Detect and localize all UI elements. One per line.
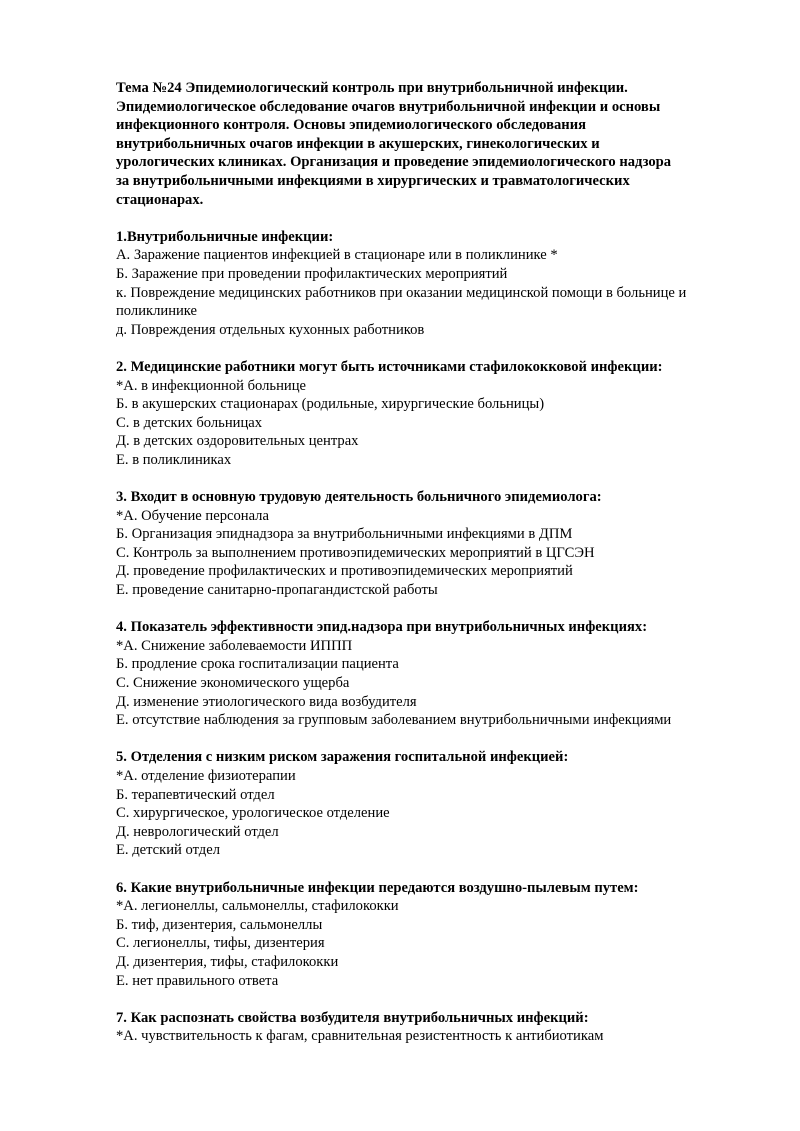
question-text: 2. Медицинские работники могут быть источниками стафилококковой инфекции: (116, 358, 663, 375)
title-line: Эпидемиологическое обследование очагов внутрибольничной инфекции и основы (116, 98, 661, 115)
document-title (116, 79, 756, 209)
title-line: урологических клиниках. Организация и проведение эпидемиологического надзора (116, 154, 672, 171)
answer-option: С. легионеллы, тифы, дизентерия (116, 935, 325, 952)
question-text: 6. Какие внутрибольничные инфекции передаются воздушно-пылевым путем: (116, 879, 639, 896)
document-page (116, 79, 756, 1064)
question-6 (116, 879, 756, 991)
answer-option: Д. в детских оздоровительных центрах (116, 433, 359, 450)
title-line: за внутрибольничными инфекциями в хирургических и травматологических (116, 172, 630, 189)
answer-option: *А. в инфекционной больнице (116, 377, 306, 394)
answer-option: *А. Снижение заболеваемости ИППП (116, 637, 353, 654)
question-text: 5. Отделения с низким риском заражения госпитальной инфекцией: (116, 749, 569, 766)
answer-option: С. Снижение экономического ущерба (116, 675, 350, 691)
question-4 (116, 618, 756, 730)
title-line: инфекционного контроля. Основы эпидемиологического обследования (116, 117, 586, 134)
answer-option: Е. отсутствие наблюдения за групповым заболеванием внутрибольничными инфекциями (116, 712, 672, 729)
answer-option: Б. продление срока госпитализации пациента (116, 656, 399, 673)
answer-option: С. Контроль за выполнением противоэпидемических мероприятий в ЦГСЭН (116, 544, 595, 561)
question-text: 1.Внутрибольничные инфекции: (116, 228, 334, 245)
answer-option: Е. проведение санитарно-пропагандистской работы (116, 582, 438, 599)
answer-option: А. Заражение пациентов инфекцией в стационаре или в поликлинике * (116, 247, 558, 264)
answer-option: *А. Обучение персонала (116, 507, 269, 524)
question-1 (116, 228, 756, 340)
answer-option: Д. неврологический отдел (116, 823, 279, 840)
answer-option: Д. изменение этиологического вида возбудителя (116, 693, 417, 710)
question-text: 7. Как распознать свойства возбудителя внутрибольничных инфекций: (116, 1009, 589, 1026)
answer-option: д. Повреждения отдельных кухонных работников (116, 321, 425, 338)
question-text: 4. Показатель эффективности эпид.надзора при внутрибольничных инфекциях: (116, 619, 648, 636)
answer-option: Б. в акушерских стационарах (родильные, хирургические больницы) (116, 396, 545, 413)
answer-option: Е. детский отдел (116, 842, 220, 859)
answer-option: С. в детских больницах (116, 414, 263, 431)
answer-option: Е. нет правильного ответа (116, 972, 279, 989)
title-line: Тема №24 Эпидемиологический контроль при внутрибольничной инфекции. (116, 80, 628, 96)
answer-option: Б. тиф, дизентерия, сальмонеллы (116, 916, 323, 933)
answer-option: к. Повреждение медицинских работников при оказании медицинской помощи в больнице и поликлинике (116, 284, 687, 320)
answer-option: *А. легионеллы, сальмонеллы, стафилококки (116, 898, 399, 915)
answer-option: *А. чувствительность к фагам, сравнительная резистентность к антибиотикам (116, 1028, 604, 1045)
question-5 (116, 748, 756, 860)
answer-option: Д. дизентерия, тифы, стафилококки (116, 953, 339, 970)
question-7 (116, 1009, 756, 1046)
answer-option: Б. Организация эпиднадзора за внутрибольничными инфекциями в ДПМ (116, 526, 573, 543)
answer-option: Б. терапевтический отдел (116, 786, 275, 803)
question-text: 3. Входит в основную трудовую деятельность больничного эпидемиолога: (116, 489, 602, 506)
answer-option: Е. в поликлиниках (116, 451, 232, 468)
answer-option: С. хирургическое, урологическое отделение (116, 805, 390, 822)
answer-option: Б. Заражение при проведении профилактических мероприятий (116, 265, 508, 282)
title-line: внутрибольничных очагов инфекции в акушерских, гинекологических и (116, 135, 600, 152)
answer-option: Д. проведение профилактических и противоэпидемических мероприятий (116, 563, 573, 580)
title-line: стационарах. (116, 191, 204, 208)
question-3 (116, 488, 756, 600)
question-2 (116, 358, 756, 470)
answer-option: *А. отделение физиотерапии (116, 767, 296, 784)
